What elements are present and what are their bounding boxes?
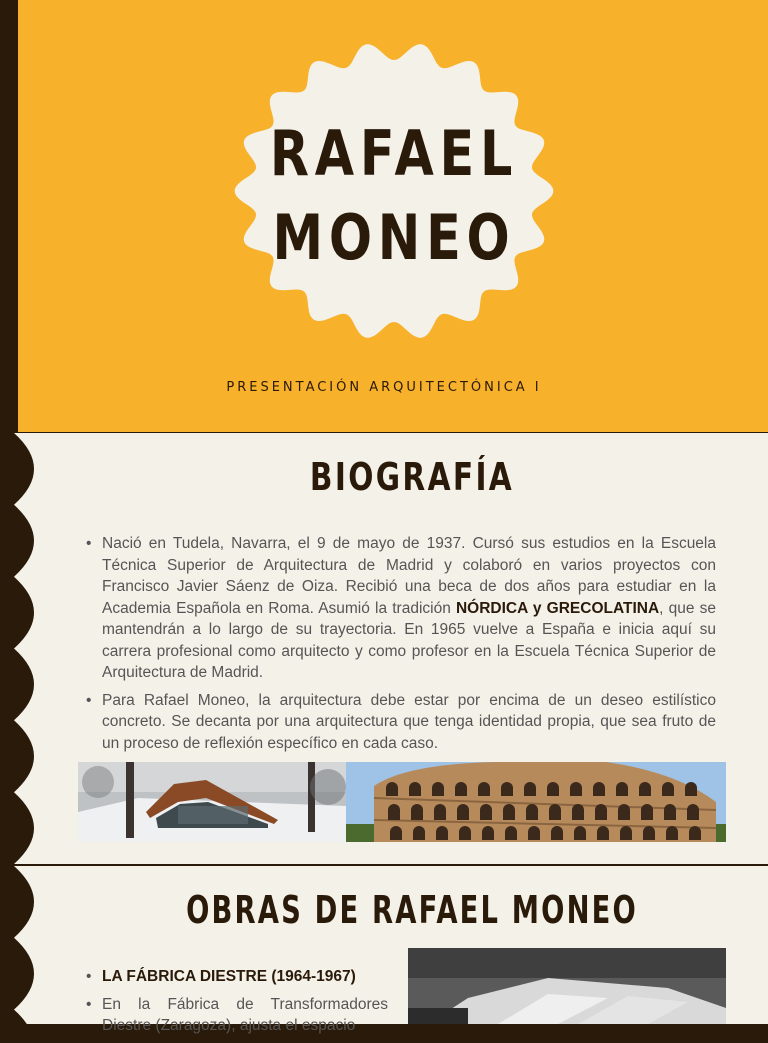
title-slide	[0, 0, 768, 432]
bullet-item: • En la Fábrica de Transformadores Diestre (Zaragoza), ajusta el espacio	[82, 994, 388, 1037]
works-slide	[0, 866, 768, 1034]
biography-slide	[0, 433, 768, 864]
bullet-text: Nació en Tudela, Navarra, el 9 de mayo de 1937. Cursó sus estudios en la Escuela Técnica Superior de Arquitectura de Madrid y colaboró en varios proyectos con Francisco Javier Sáenz de Oiza. Recibió una beca de dos años para estudiar en la Academia Española en Roma. Asumió la tradición	[102, 535, 716, 617]
factory-photo	[408, 948, 726, 1024]
section-heading: OBRAS DE RAFAEL MONEO	[186, 888, 638, 932]
bullet-item	[82, 533, 716, 684]
scallop-border	[0, 433, 56, 864]
house-photo	[78, 762, 346, 842]
bullet-item: • Para Rafael Moneo, la arquitectura debe estar por encima de un deseo estilístico concreto. Se decanta por una arquitectura que tenga identidad propia, que sea fruto de un proceso de reflexión específico en cada caso.	[82, 690, 716, 755]
scallop-border	[0, 866, 56, 1024]
bullet-text: , que se mantendrán a lo largo de su trayectoria. En 1965 vuelve a España e inicia aquí su carrera profesional como arquitecto y como profesor en la Escuela Técnica Superior de Arquitectura de Madrid.	[102, 599, 717, 681]
bullet-list	[82, 966, 388, 1043]
bullet-bold-text: LA FÁBRICA DIESTRE (1964-1967)	[102, 968, 356, 985]
colosseum-photo	[346, 762, 726, 842]
bullet-list	[82, 533, 716, 760]
section-heading: BIOGRAFÍA	[309, 455, 515, 499]
bullet-item	[82, 966, 388, 988]
subtitle: PRESENTACIÓN ARQUITECTÓNICA I	[226, 380, 542, 395]
title-line-2: MONEO	[272, 201, 516, 274]
slide-edge-bar	[0, 0, 18, 432]
title-line-1: RAFAEL	[269, 117, 519, 190]
page-title	[263, 112, 525, 280]
bullet-bold-text: NÓRDICA y GRECOLATINA	[455, 599, 660, 617]
